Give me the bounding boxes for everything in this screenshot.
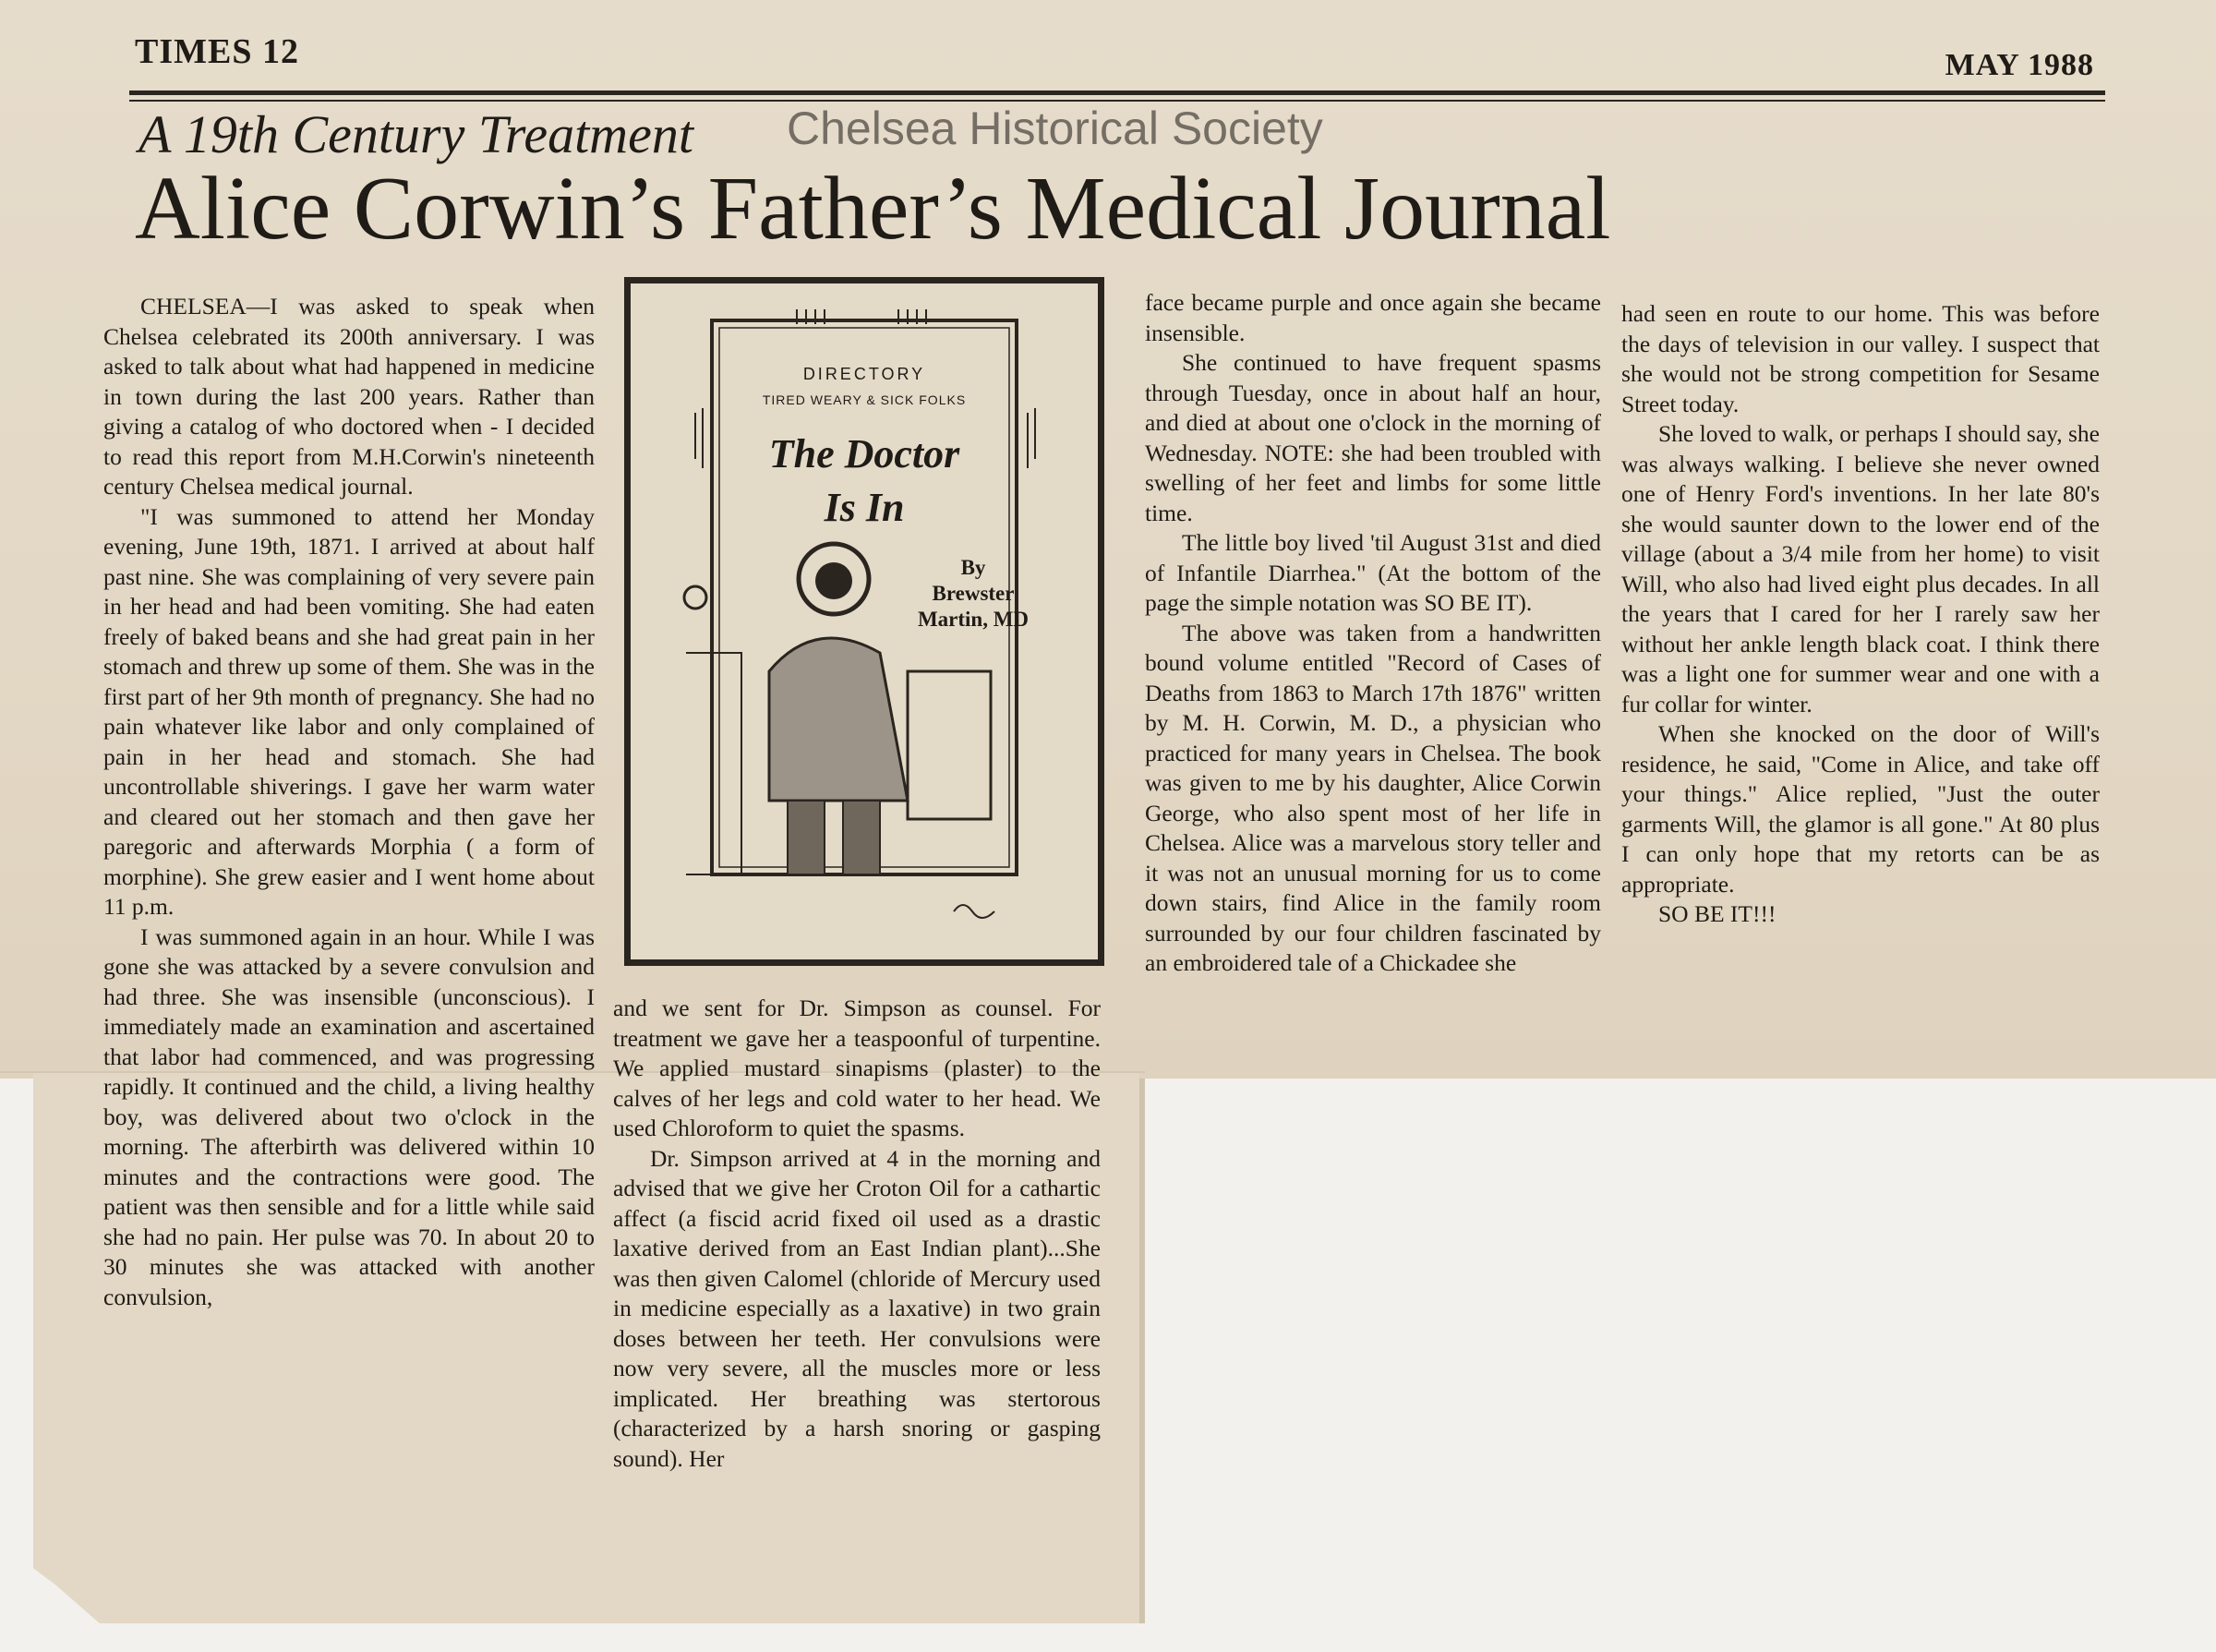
article-headline: Alice Corwin’s Father’s Medical Journal — [135, 159, 1611, 259]
paragraph: The little boy lived 'til August 31st and died of Infantile Diarrhea." (At the bottom of the page the simple notation was SO BE IT). — [1145, 529, 1601, 616]
sign-off: SO BE IT!!! — [1658, 900, 1776, 927]
paragraph: Dr. Simpson arrived at 4 in the morning and advised that we give her Croton Oil for a cathartic affect (a fiscid acrid fixed oil used as a drastic laxative derived from an East Indian plant)...She was then given Calomel (chloride of Mercury used in medicine especially as a laxative) in two grain doses between her teeth. Her convulsions were now very severe, all the muscles more or less implicated. Her breathing was stertorous (characterized by a harsh snoring or gasping sound). Her — [613, 1144, 1101, 1472]
paragraph: I was summoned again in an hour. While I was gone she was attacked by a severe convulsion and had three. She was insensible (unconscious). I immediately made an examination and ascertained that labor had commenced, and was progressing rapidly. It continued and the child, a living healthy boy, was delivered about two o'clock in the morning. The afterbirth was delivered within 10 minutes and the contractions were good. The patient was then sensible and for a little while said she had no pain. Her pulse was 70. In about 20 to 30 minutes she was attacked with another convulsion, — [103, 922, 595, 1310]
article-column-3 — [1145, 288, 1601, 979]
article-kicker: A 19th Century Treatment — [138, 104, 693, 164]
article-column-4 — [1621, 299, 2100, 930]
section-page-label: TIMES 12 — [135, 32, 299, 71]
paragraph: had seen en route to our home. This was before the days of television in our valley. I suspect that she would not be strong competition for Sesame Street today. — [1621, 300, 2100, 417]
paragraph: She loved to walk, or perhaps I should say, she was always walking. I believe she never owned one of Henry Ford's inventions. In her late 80's she would saunter down to the lower end of the village (about a 3/4 mile from her home) to visit Will, who also had lived eight plus decades. In all the years that I cared for her I rarely saw her without her ankle length black coat. I think there was a light one for summer wear and one with a fur collar for winter. — [1621, 420, 2100, 717]
paragraph: She continued to have frequent spasms through Tuesday, once in about half an hour, and died at about one o'clock in the morning of Wednesday. NOTE: she had been troubled with swelling of her feet and limbs for some little time. — [1145, 349, 1601, 526]
book-directory-label: DIRECTORY — [802, 365, 926, 383]
watermark-text: Chelsea Historical Society — [787, 102, 1323, 154]
paragraph: When she knocked on the door of Will's residence, he said, "Come in Alice, and take off your things." Alice replied, "Just the outer garments Will, the glamor is all gone." At 80 plus I can only hope that my retorts can be as appropriate. — [1621, 720, 2100, 898]
clipping-edge — [1139, 1079, 1145, 1623]
book-author — [895, 555, 1052, 633]
article-column-1 — [103, 292, 595, 1312]
paragraph: face became purple and once again she became insensible. — [1145, 289, 1601, 346]
issue-date: MAY 1988 — [1945, 48, 2094, 82]
paragraph: The above was taken from a handwritten bound volume entitled "Record of Cases of Deaths from 1863 to March 17th 1876" written by M. H. Corwin, M. D., a physician who practiced for many years in Chelsea. The book was given to me by his daughter, Alice Corwin George, who also spent most of her life in Chelsea. Alice was a marvelous story teller and it was not an unusual morning for us to come down stairs, find Alice in the family room surrounded by our four children fascinated by an embroidered tale of a Chickadee she — [1145, 619, 1601, 976]
paragraph: and we sent for Dr. Simpson as counsel. For treatment we gave her a teaspoonful of turpentine. We applied mustard sinapisms (plaster) to the calves of her legs and cold water to her head. We used Chloroform to quiet the spasms. — [613, 995, 1101, 1141]
paragraph: "I was summoned to attend her Monday evening, June 19th, 1871. I arrived at about half past nine. She was complaining of very severe pain in her head and had been vomiting. She had eaten freely of baked beans and she had great pain in her stomach and threw up some of them. She was in the first part of her 9th month of pregnancy. She had no pain whatever like labor and only complained of pain in her head and stomach. She had uncontrollable shiverings. I gave her warm water and cleared out her stomach and then gave her paregoric and afterwards Morphia ( a form of morphine). She grew easier and I went home about 11 p.m. — [103, 502, 595, 920]
book-title — [631, 428, 1098, 535]
book-title-line: The Doctor — [768, 431, 960, 476]
book-title-line: Is In — [824, 485, 905, 530]
book-author-line: Martin, MD — [917, 608, 1030, 631]
book-subtitle: TIRED WEARY & SICK FOLKS — [762, 392, 967, 407]
book-illustration — [624, 277, 1104, 966]
masthead-rule — [129, 90, 2105, 95]
book-author-line: Brewster — [932, 582, 1015, 605]
article-column-2 — [613, 994, 1101, 1474]
paragraph: CHELSEA—I was asked to speak when Chelsea celebrated its 200th anniversary. I was asked to talk about what had happened in medicine in town during the last 200 years. Rather than giving a catalog of who doctored when - I decided to read this report from M.H.Corwin's nineteenth century Chelsea medical journal. — [103, 293, 595, 500]
book-by-label: By — [960, 556, 986, 579]
